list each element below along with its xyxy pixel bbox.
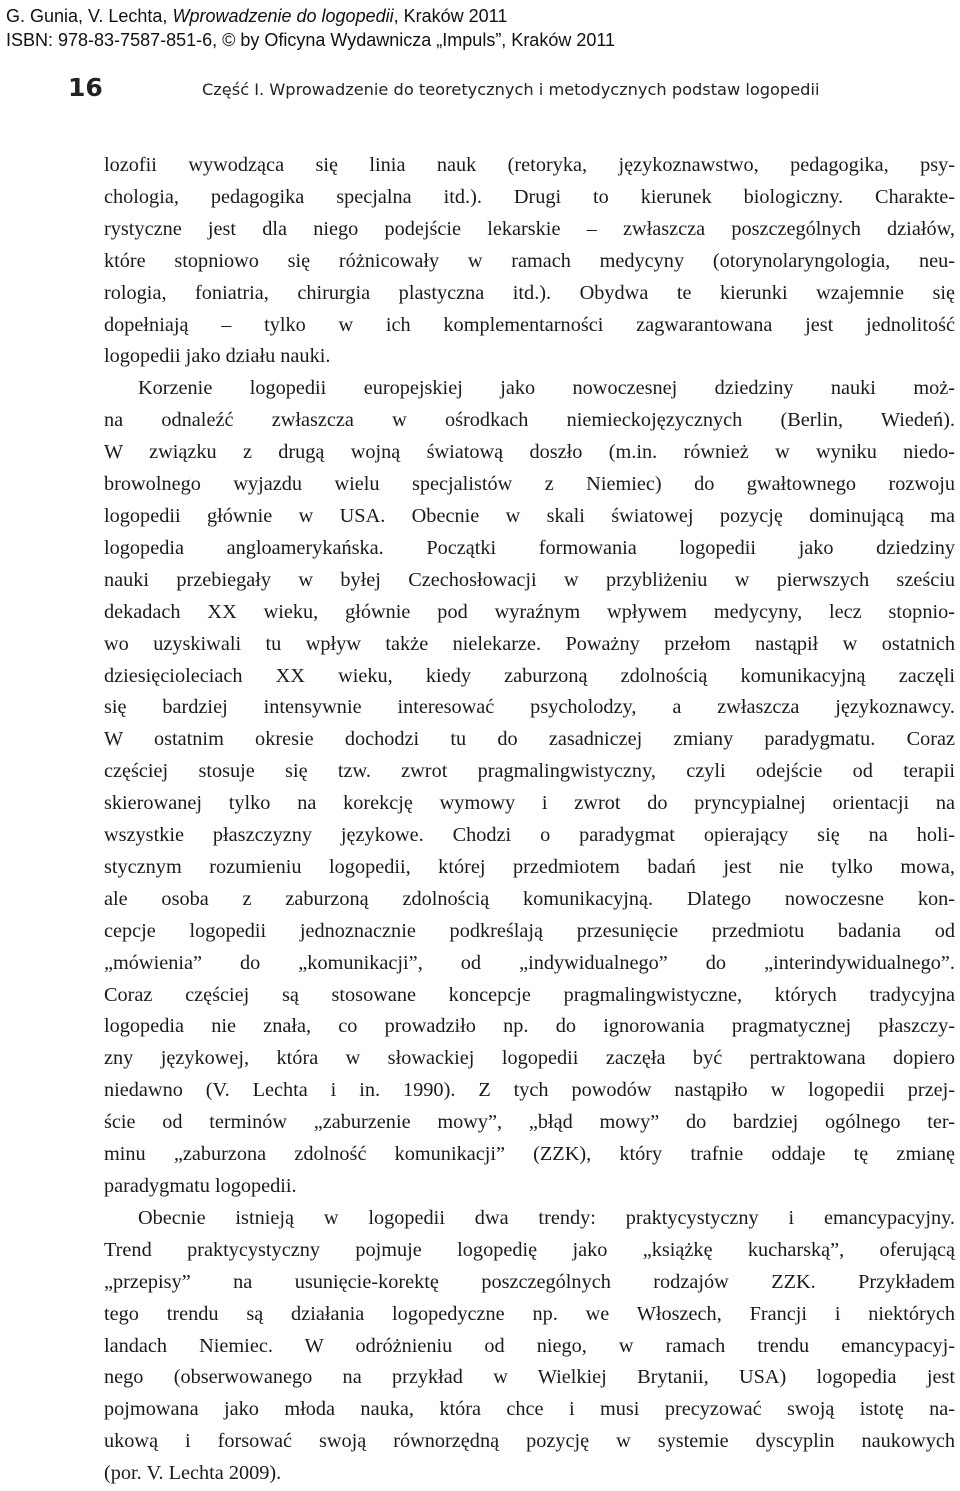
paragraph	[104, 150, 955, 373]
text-line: rystyczne jest dla niego podejście lekarskie – zwłaszcza poszczególnych działów,	[104, 217, 955, 240]
text-line: Korzenie logopedii europejskiej jako nowoczesnej dziedziny nauki moż-	[138, 377, 955, 400]
text-line: Coraz częściej są stosowane koncepcje pragmalingwistyczne, których tradycyjna	[104, 983, 955, 1006]
text-line: ukową i forsować swoją równorzędną pozycję w systemie dyscyplin naukowych	[104, 1430, 955, 1453]
citation-book-title: Wprowadzenie do logopedii	[172, 6, 394, 26]
paragraph	[104, 373, 955, 1203]
text-line: stycznym rozumieniu logopedii, której przedmiotem badań jest nie tylko mowa,	[104, 855, 955, 878]
text-line: na odnaleźć zwłaszcza w ośrodkach niemieckojęzycznych (Berlin, Wiedeń).	[104, 409, 955, 432]
text-line: niedawno (V. Lechta i in. 1990). Z tych powodów nastąpiło w logopedii przej-	[104, 1079, 955, 1102]
text-line: dziesięcioleciach XX wieku, kiedy zaburzoną zdolnością komunikacyjną zaczęli	[104, 664, 955, 687]
text-line: dopełniają – tylko w ich komplementarności zagwarantowana jest jednolitość	[104, 313, 955, 336]
text-line: wo uzyskiwali tu wpływ także nielekarze. Poważny przełom nastąpił w ostatnich	[104, 632, 955, 655]
citation-place-year: , Kraków 2011	[393, 6, 508, 26]
text-line: chologia, pedagogika specjalna itd.). Drugi to kierunek biologiczny. Charakte-	[104, 185, 955, 208]
citation-isbn-line: ISBN: 978-83-7587-851-6, © by Oficyna Wydawnicza „Impuls”, Kraków 2011	[6, 30, 616, 50]
text-line: wszystkie płaszczyzny językowe. Chodzi o paradygmat opierający się na holi-	[104, 824, 955, 847]
text-line: nauki przebiegały w byłej Czechosłowacji w przybliżeniu w pierwszych sześciu	[104, 568, 955, 591]
text-line: „przepisy” na usunięcie-korektę poszczególnych rodzajów ZZK. Przykładem	[104, 1270, 955, 1293]
text-line: się bardziej intensywnie interesować psycholodzy, a zwłaszcza językoznawcy.	[104, 696, 955, 719]
text-line: logopedia angloamerykańska. Początki formowania logopedii jako dziedziny	[104, 536, 955, 559]
section-title: Część I. Wprowadzenie do teoretycznych i metodycznych podstaw logopedii	[202, 80, 820, 99]
text-line: „mówienia” do „komunikacji”, od „indywidualnego” do „interindywidualnego”.	[104, 951, 955, 974]
text-line: landach Niemiec. W odróżnieniu od niego, w ramach trendu emancypacyj-	[104, 1334, 955, 1357]
text-line: rologia, foniatria, chirurgia plastyczna itd.). Obydwa te kierunki wzajemnie się	[104, 281, 955, 304]
text-line: pojmowana jako młoda nauka, która chce i musi precyzować swoją istotę na-	[104, 1398, 955, 1421]
text-line: skierowanej tylko na korekcję wymowy i zwrot do pryncypialnej orientacji na	[104, 792, 955, 815]
text-line: W związku z drugą wojną światową doszło (m.in. również w wyniku niedo-	[104, 441, 955, 464]
citation-authors: G. Gunia, V. Lechta,	[6, 6, 173, 26]
text-line: Obecnie istnieją w logopedii dwa trendy: praktycystyczny i emancypacyjny.	[138, 1206, 955, 1229]
text-line: logopedii głównie w USA. Obecnie w skali światowej pozycję dominującą ma	[104, 504, 955, 527]
body-text	[104, 150, 955, 1490]
citation-line-1	[6, 4, 615, 28]
text-line: nego (obserwowanego na przykład w Wielkiej Brytanii, USA) logopedia jest	[104, 1366, 955, 1389]
text-line: dekadach XX wieku, głównie pod wyraźnym wpływem medycyny, lecz stopnio-	[104, 600, 955, 623]
text-line: zny językowej, która w słowackiej logopedii zaczęła być pertraktowana dopiero	[104, 1047, 955, 1070]
running-header	[68, 70, 920, 110]
text-line: tego trendu są działania logopedyczne np. we Włoszech, Francji i niektórych	[104, 1302, 955, 1325]
citation-header	[6, 4, 615, 52]
text-line: minu „zaburzona zdolność komunikacji” (ZZK), który trafnie oddaje tę zmianę	[104, 1143, 955, 1166]
text-line: logopedia nie znała, co prowadziło np. do ignorowania pragmatycznej płaszczy-	[104, 1015, 955, 1038]
text-line: ście od terminów „zaburzenie mowy”, „błąd mowy” do bardziej ogólnego ter-	[104, 1111, 955, 1134]
text-line: (por. V. Lechta 2009).	[104, 1462, 282, 1485]
text-line: cepcje logopedii jednoznacznie podkreślają przesunięcie przedmiotu badania od	[104, 919, 955, 942]
text-line: W ostatnim okresie dochodzi tu do zasadniczej zmiany paradygmatu. Coraz	[104, 728, 955, 751]
text-line: Trend praktycystyczny pojmuje logopedię jako „książkę kucharską”, oferującą	[104, 1238, 955, 1261]
text-line: paradygmatu logopedii.	[104, 1175, 297, 1197]
paragraph	[104, 1203, 955, 1490]
text-line: które stopniowo się różnicowały w ramach medycyny (otorynolaryngologia, neu-	[104, 249, 955, 272]
text-line: logopedii jako działu nauki.	[104, 345, 331, 368]
text-line: częściej stosuje się tzw. zwrot pragmalingwistyczny, czyli odejście od terapii	[104, 760, 955, 783]
page-number: 16	[68, 73, 103, 102]
text-line: lozofii wywodząca się linia nauk (retoryka, językoznawstwo, pedagogika, psy-	[104, 154, 955, 176]
text-line: ale osoba z zaburzoną zdolnością komunikacyjną. Dlatego nowoczesne kon-	[104, 887, 955, 910]
text-line: browolnego wyjazdu wielu specjalistów z Niemiec) do gwałtownego rozwoju	[104, 473, 955, 496]
